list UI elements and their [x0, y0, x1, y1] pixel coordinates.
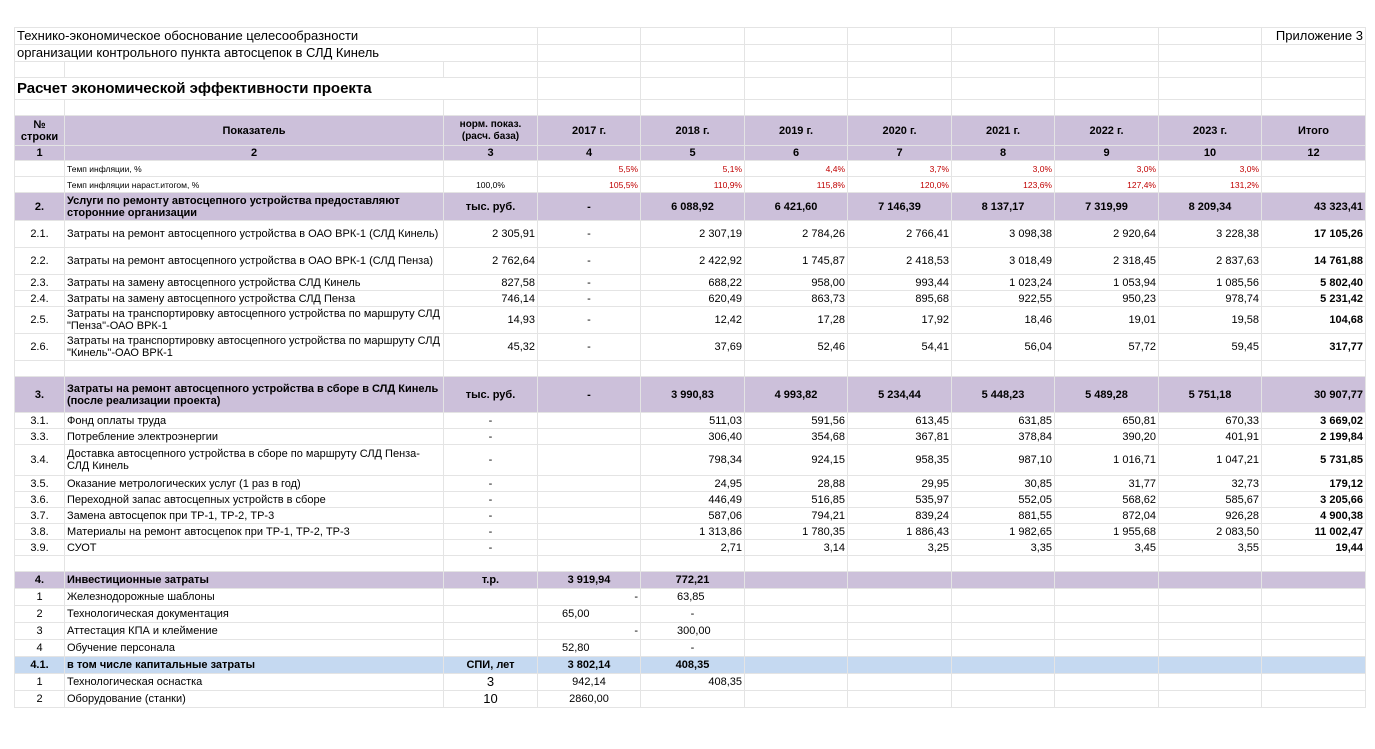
inflation-rate-value[interactable]: 3,0%: [1055, 161, 1159, 177]
row-number[interactable]: 3.6.: [15, 492, 65, 508]
row-value[interactable]: 993,44: [848, 275, 952, 291]
section-value[interactable]: -: [538, 193, 641, 221]
row-value[interactable]: 881,55: [952, 508, 1055, 524]
row-value[interactable]: 31,77: [1055, 476, 1159, 492]
inflation-rate-value[interactable]: 5,1%: [641, 161, 745, 177]
row-label[interactable]: Потребление электроэнергии: [65, 429, 444, 445]
row-value[interactable]: 446,49: [641, 492, 745, 508]
row-label[interactable]: в том числе капитальные затраты: [65, 657, 444, 674]
row-value[interactable]: 29,95: [848, 476, 952, 492]
row-total[interactable]: 19,44: [1262, 540, 1366, 556]
table-row: [15, 691, 1366, 708]
row-value[interactable]: 3,55: [1159, 540, 1262, 556]
row-value[interactable]: 587,06: [641, 508, 745, 524]
table-row: [15, 492, 1366, 508]
row-value[interactable]: 63,85: [641, 589, 745, 606]
row-number[interactable]: 2.1.: [15, 221, 65, 248]
inflation-cumulative-label[interactable]: Темп инфляции нараст.итогом, %: [65, 177, 444, 193]
table-row: [15, 606, 1366, 623]
row-value[interactable]: -: [538, 248, 641, 275]
empty-row: [15, 556, 1366, 572]
row-value[interactable]: 3,35: [952, 540, 1055, 556]
section-label[interactable]: Услуги по ремонту автосцепного устройства предоставляют сторонние организации: [65, 193, 444, 221]
row-value[interactable]: 585,67: [1159, 492, 1262, 508]
inflation-cumulative-value[interactable]: 115,8%: [745, 177, 848, 193]
row-norm[interactable]: -: [444, 429, 538, 445]
row-value[interactable]: 390,20: [1055, 429, 1159, 445]
row-value[interactable]: 12,42: [641, 307, 745, 334]
row-value[interactable]: 3 802,14: [538, 657, 641, 674]
row-value[interactable]: 65,00: [538, 606, 641, 623]
inflation-cumulative-value[interactable]: 120,0%: [848, 177, 952, 193]
row-total[interactable]: 5 231,42: [1262, 291, 1366, 307]
doc-title-line-2[interactable]: организации контрольного пункта автосцепок в СЛД Кинель: [15, 45, 538, 62]
row-value[interactable]: -: [538, 291, 641, 307]
row-total[interactable]: 11 002,47: [1262, 524, 1366, 540]
row-total[interactable]: 317,77: [1262, 334, 1366, 361]
row-value[interactable]: 1 745,87: [745, 248, 848, 275]
row-norm[interactable]: -: [444, 508, 538, 524]
row-number[interactable]: 2: [15, 606, 65, 623]
table-row: [15, 275, 1366, 291]
row-number[interactable]: 1: [15, 674, 65, 691]
row-value[interactable]: -: [538, 334, 641, 361]
row-value[interactable]: 306,40: [641, 429, 745, 445]
row-value[interactable]: 367,81: [848, 429, 952, 445]
row-norm[interactable]: 2 305,91: [444, 221, 538, 248]
row-value[interactable]: 863,73: [745, 291, 848, 307]
row-label[interactable]: Оказание метрологических услуг (1 раз в год): [65, 476, 444, 492]
inflation-cumulative-value[interactable]: 131,2%: [1159, 177, 1262, 193]
row-value[interactable]: 568,62: [1055, 492, 1159, 508]
section-total[interactable]: 43 323,41: [1262, 193, 1366, 221]
row-number[interactable]: 3.1.: [15, 413, 65, 429]
row-norm[interactable]: 10: [444, 691, 538, 708]
column-number[interactable]: 12: [1262, 146, 1366, 161]
row-label[interactable]: Технологическая документация: [65, 606, 444, 623]
row-value[interactable]: 3,14: [745, 540, 848, 556]
inflation-cumulative-value[interactable]: 123,6%: [952, 177, 1055, 193]
row-label[interactable]: Обучение персонала: [65, 640, 444, 657]
table-row: [15, 413, 1366, 429]
column-number[interactable]: 10: [1159, 146, 1262, 161]
inflation-cumulative-row: [15, 177, 1366, 193]
row-value[interactable]: 18,46: [952, 307, 1055, 334]
inflation-cumulative-value[interactable]: 105,5%: [538, 177, 641, 193]
row-value[interactable]: 895,68: [848, 291, 952, 307]
section-value[interactable]: 5 751,18: [1159, 377, 1262, 413]
section-row-2: [15, 193, 1366, 221]
row-value[interactable]: 839,24: [848, 508, 952, 524]
row-label[interactable]: Затраты на транспортировку автосцепного устройства по маршруту СЛД "Пенза"-ОАО ВРК-1: [65, 307, 444, 334]
empty-row: [15, 361, 1366, 377]
section-value[interactable]: 7 146,39: [848, 193, 952, 221]
section-value[interactable]: 772,21: [641, 572, 745, 589]
inflation-cumulative-base[interactable]: 100,0%: [444, 177, 538, 193]
row-value[interactable]: 926,28: [1159, 508, 1262, 524]
row-value[interactable]: 631,85: [952, 413, 1055, 429]
row-value[interactable]: 17,28: [745, 307, 848, 334]
row-value[interactable]: 798,34: [641, 445, 745, 476]
row-label[interactable]: Переходной запас автосцепных устройств в сборе: [65, 492, 444, 508]
inflation-cumulative-value[interactable]: 127,4%: [1055, 177, 1159, 193]
row-number[interactable]: 3.3.: [15, 429, 65, 445]
title-row: [15, 78, 1366, 100]
row-label[interactable]: Затраты на ремонт автосцепного устройства в ОАО ВРК-1 (СЛД Кинель): [65, 221, 444, 248]
inflation-rate-value[interactable]: 3,0%: [1159, 161, 1262, 177]
row-value[interactable]: 958,00: [745, 275, 848, 291]
row-number[interactable]: 3.7.: [15, 508, 65, 524]
section-value[interactable]: 3 990,83: [641, 377, 745, 413]
row-total[interactable]: 5 802,40: [1262, 275, 1366, 291]
row-value[interactable]: 670,33: [1159, 413, 1262, 429]
row-value[interactable]: 1 016,71: [1055, 445, 1159, 476]
section-value[interactable]: 8 209,34: [1159, 193, 1262, 221]
row-total[interactable]: 5 731,85: [1262, 445, 1366, 476]
header-year[interactable]: 2021 г.: [952, 116, 1055, 146]
row-number[interactable]: 2.2.: [15, 248, 65, 275]
row-value[interactable]: 1 955,68: [1055, 524, 1159, 540]
table-row: [15, 429, 1366, 445]
row-value[interactable]: 32,73: [1159, 476, 1262, 492]
page-title[interactable]: Расчет экономической эффективности проекта: [15, 78, 538, 100]
row-value[interactable]: 28,88: [745, 476, 848, 492]
header-line-1: [15, 28, 1366, 45]
row-norm[interactable]: 746,14: [444, 291, 538, 307]
column-header-row: [15, 116, 1366, 146]
table-row: [15, 445, 1366, 476]
section-row-4: [15, 572, 1366, 589]
header-year[interactable]: 2023 г.: [1159, 116, 1262, 146]
row-value[interactable]: 52,46: [745, 334, 848, 361]
row-value[interactable]: 54,41: [848, 334, 952, 361]
row-label[interactable]: Замена автосцепок при ТР-1, ТР-2, ТР-3: [65, 508, 444, 524]
header-year[interactable]: 2019 г.: [745, 116, 848, 146]
header-row-number[interactable]: № строки: [15, 116, 65, 146]
row-value[interactable]: 401,91: [1159, 429, 1262, 445]
row-value[interactable]: 408,35: [641, 674, 745, 691]
row-value[interactable]: 2 422,92: [641, 248, 745, 275]
row-total[interactable]: 17 105,26: [1262, 221, 1366, 248]
header-line-2: [15, 45, 1366, 62]
inflation-rate-value[interactable]: 3,7%: [848, 161, 952, 177]
column-number[interactable]: 5: [641, 146, 745, 161]
section-number[interactable]: 3.: [15, 377, 65, 413]
table-row: [15, 307, 1366, 334]
row-total[interactable]: 3 205,66: [1262, 492, 1366, 508]
table-row: [15, 674, 1366, 691]
row-number[interactable]: 2.5.: [15, 307, 65, 334]
row-value[interactable]: 1 780,35: [745, 524, 848, 540]
table-row: [15, 508, 1366, 524]
section-value[interactable]: 6 088,92: [641, 193, 745, 221]
inflation-rate-value[interactable]: 5,5%: [538, 161, 641, 177]
row-value[interactable]: -: [538, 275, 641, 291]
row-value[interactable]: -: [538, 221, 641, 248]
row-label[interactable]: СУОТ: [65, 540, 444, 556]
column-number[interactable]: 7: [848, 146, 952, 161]
section-unit[interactable]: тыс. руб.: [444, 377, 538, 413]
row-value[interactable]: 59,45: [1159, 334, 1262, 361]
section-value[interactable]: 4 993,82: [745, 377, 848, 413]
row-label[interactable]: Материалы на ремонт автосцепок при ТР-1, ТР-2, ТР-3: [65, 524, 444, 540]
section-value[interactable]: -: [538, 377, 641, 413]
column-number[interactable]: 4: [538, 146, 641, 161]
section-label[interactable]: Инвестиционные затраты: [65, 572, 444, 589]
capital-costs-row: [15, 657, 1366, 674]
table-row: [15, 640, 1366, 657]
doc-title-line-1[interactable]: Технико-экономическое обоснование целесообразности: [15, 28, 538, 45]
row-value[interactable]: 552,05: [952, 492, 1055, 508]
row-label[interactable]: Доставка автосцепного устройства в сборе по маршруту СЛД Пенза-СЛД Кинель: [65, 445, 444, 476]
table-row: [15, 524, 1366, 540]
row-number[interactable]: 2.4.: [15, 291, 65, 307]
row-value[interactable]: 2 083,50: [1159, 524, 1262, 540]
row-total[interactable]: 179,12: [1262, 476, 1366, 492]
section-number[interactable]: 2.: [15, 193, 65, 221]
section-value[interactable]: 6 421,60: [745, 193, 848, 221]
header-year[interactable]: 2020 г.: [848, 116, 952, 146]
row-total[interactable]: 14 761,88: [1262, 248, 1366, 275]
row-value[interactable]: 2 784,26: [745, 221, 848, 248]
row-value[interactable]: 3 098,38: [952, 221, 1055, 248]
inflation-rate-row: [15, 161, 1366, 177]
row-value[interactable]: 19,58: [1159, 307, 1262, 334]
row-norm[interactable]: 827,58: [444, 275, 538, 291]
row-value[interactable]: 57,72: [1055, 334, 1159, 361]
table-row: [15, 221, 1366, 248]
row-number[interactable]: 2: [15, 691, 65, 708]
row-number[interactable]: 4.1.: [15, 657, 65, 674]
row-value[interactable]: 56,04: [952, 334, 1055, 361]
row-number[interactable]: 3.5.: [15, 476, 65, 492]
inflation-rate-label[interactable]: Темп инфляции, %: [65, 161, 444, 177]
row-norm[interactable]: 45,32: [444, 334, 538, 361]
row-value[interactable]: 1 982,65: [952, 524, 1055, 540]
inflation-rate-value[interactable]: 3,0%: [952, 161, 1055, 177]
row-value[interactable]: 620,49: [641, 291, 745, 307]
row-value[interactable]: 2,71: [641, 540, 745, 556]
row-value[interactable]: 378,84: [952, 429, 1055, 445]
row-value[interactable]: 1 047,21: [1159, 445, 1262, 476]
row-number[interactable]: 3.9.: [15, 540, 65, 556]
section-unit[interactable]: т.р.: [444, 572, 538, 589]
header-norm[interactable]: норм. показ. (расч. база): [444, 116, 538, 146]
column-number[interactable]: 6: [745, 146, 848, 161]
row-value[interactable]: 37,69: [641, 334, 745, 361]
row-value[interactable]: 300,00: [641, 623, 745, 640]
section-value[interactable]: 5 489,28: [1055, 377, 1159, 413]
row-value[interactable]: 1 023,24: [952, 275, 1055, 291]
table-row: [15, 291, 1366, 307]
row-value[interactable]: 17,92: [848, 307, 952, 334]
row-value[interactable]: 1 053,94: [1055, 275, 1159, 291]
row-value[interactable]: 1 886,43: [848, 524, 952, 540]
row-value[interactable]: 591,56: [745, 413, 848, 429]
row-label[interactable]: Железнодорожные шаблоны: [65, 589, 444, 606]
row-number[interactable]: 1: [15, 589, 65, 606]
row-value[interactable]: 1 085,56: [1159, 275, 1262, 291]
section-row-3: [15, 377, 1366, 413]
row-value[interactable]: 2 307,19: [641, 221, 745, 248]
row-number[interactable]: 2.6.: [15, 334, 65, 361]
row-total[interactable]: 2 199,84: [1262, 429, 1366, 445]
row-number[interactable]: 3.4.: [15, 445, 65, 476]
row-value[interactable]: 354,68: [745, 429, 848, 445]
header-year[interactable]: 2022 г.: [1055, 116, 1159, 146]
section-value[interactable]: 7 319,99: [1055, 193, 1159, 221]
row-norm[interactable]: 3: [444, 674, 538, 691]
row-value[interactable]: 987,10: [952, 445, 1055, 476]
column-number[interactable]: 3: [444, 146, 538, 161]
row-value[interactable]: 3,25: [848, 540, 952, 556]
column-number[interactable]: 1: [15, 146, 65, 161]
row-label[interactable]: Затраты на замену автосцепного устройства СЛД Кинель: [65, 275, 444, 291]
empty-row: [15, 100, 1366, 116]
inflation-rate-value[interactable]: 4,4%: [745, 161, 848, 177]
row-value[interactable]: 924,15: [745, 445, 848, 476]
row-label[interactable]: Оборудование (станки): [65, 691, 444, 708]
row-label[interactable]: Аттестация КПА и клеймение: [65, 623, 444, 640]
row-value[interactable]: 2 418,53: [848, 248, 952, 275]
section-label[interactable]: Затраты на ремонт автосцепного устройства в сборе в СЛД Кинель (после реализации проекта): [65, 377, 444, 413]
row-label[interactable]: Затраты на ремонт автосцепного устройства в ОАО ВРК-1 (СЛД Пенза): [65, 248, 444, 275]
row-label[interactable]: Затраты на замену автосцепного устройства СЛД Пенза: [65, 291, 444, 307]
row-unit[interactable]: СПИ, лет: [444, 657, 538, 674]
row-norm[interactable]: -: [444, 476, 538, 492]
table-row: [15, 623, 1366, 640]
column-number[interactable]: 8: [952, 146, 1055, 161]
row-value[interactable]: -: [538, 307, 641, 334]
row-value[interactable]: -: [538, 623, 641, 640]
row-label[interactable]: Затраты на транспортировку автосцепного устройства по маршруту СЛД "Кинель"-ОАО ВРК-1: [65, 334, 444, 361]
row-value[interactable]: 794,21: [745, 508, 848, 524]
row-value[interactable]: 688,22: [641, 275, 745, 291]
row-value[interactable]: -: [641, 606, 745, 623]
row-value[interactable]: 408,35: [641, 657, 745, 674]
row-value[interactable]: 2860,00: [538, 691, 641, 708]
row-value[interactable]: 613,45: [848, 413, 952, 429]
row-value[interactable]: -: [538, 589, 641, 606]
row-value[interactable]: 1 313,86: [641, 524, 745, 540]
row-norm[interactable]: -: [444, 413, 538, 429]
section-total[interactable]: 30 907,77: [1262, 377, 1366, 413]
header-indicator[interactable]: Показатель: [65, 116, 444, 146]
column-numbering-row: [15, 146, 1366, 161]
row-value[interactable]: 950,23: [1055, 291, 1159, 307]
header-total[interactable]: Итого: [1262, 116, 1366, 146]
row-value[interactable]: 872,04: [1055, 508, 1159, 524]
section-number[interactable]: 4.: [15, 572, 65, 589]
row-number[interactable]: 3.8.: [15, 524, 65, 540]
section-value[interactable]: 3 919,94: [538, 572, 641, 589]
empty-row: [15, 62, 1366, 78]
row-value[interactable]: 511,03: [641, 413, 745, 429]
row-total[interactable]: 3 669,02: [1262, 413, 1366, 429]
row-value[interactable]: 535,97: [848, 492, 952, 508]
row-norm[interactable]: -: [444, 524, 538, 540]
table-row: [15, 476, 1366, 492]
row-value[interactable]: 3,45: [1055, 540, 1159, 556]
section-unit[interactable]: тыс. руб.: [444, 193, 538, 221]
row-value[interactable]: 3 018,49: [952, 248, 1055, 275]
section-value[interactable]: 5 234,44: [848, 377, 952, 413]
row-value[interactable]: 978,74: [1159, 291, 1262, 307]
row-value[interactable]: 2 318,45: [1055, 248, 1159, 275]
header-year[interactable]: 2018 г.: [641, 116, 745, 146]
row-label[interactable]: Технологическая оснастка: [65, 674, 444, 691]
column-number[interactable]: 2: [65, 146, 444, 161]
row-value[interactable]: 2 920,64: [1055, 221, 1159, 248]
row-value[interactable]: 19,01: [1055, 307, 1159, 334]
row-value[interactable]: 650,81: [1055, 413, 1159, 429]
row-value[interactable]: 24,95: [641, 476, 745, 492]
row-value[interactable]: 922,55: [952, 291, 1055, 307]
column-number[interactable]: 9: [1055, 146, 1159, 161]
table-row: [15, 540, 1366, 556]
row-number[interactable]: 2.3.: [15, 275, 65, 291]
table-row: [15, 334, 1366, 361]
inflation-cumulative-value[interactable]: 110,9%: [641, 177, 745, 193]
section-value[interactable]: 8 137,17: [952, 193, 1055, 221]
row-value[interactable]: 2 766,41: [848, 221, 952, 248]
row-value[interactable]: 958,35: [848, 445, 952, 476]
spreadsheet-table: [14, 27, 1366, 708]
appendix-label[interactable]: Приложение 3: [1262, 28, 1366, 45]
row-value[interactable]: -: [641, 640, 745, 657]
table-row: [15, 248, 1366, 275]
row-number[interactable]: 3: [15, 623, 65, 640]
row-total[interactable]: 4 900,38: [1262, 508, 1366, 524]
row-value[interactable]: 30,85: [952, 476, 1055, 492]
row-norm[interactable]: -: [444, 445, 538, 476]
row-norm[interactable]: -: [444, 540, 538, 556]
row-value[interactable]: 516,85: [745, 492, 848, 508]
row-norm[interactable]: 2 762,64: [444, 248, 538, 275]
table-row: [15, 589, 1366, 606]
row-value[interactable]: 2 837,63: [1159, 248, 1262, 275]
row-value[interactable]: 3 228,38: [1159, 221, 1262, 248]
header-year[interactable]: 2017 г.: [538, 116, 641, 146]
section-value[interactable]: 5 448,23: [952, 377, 1055, 413]
row-number[interactable]: 4: [15, 640, 65, 657]
row-norm[interactable]: 14,93: [444, 307, 538, 334]
row-value[interactable]: 52,80: [538, 640, 641, 657]
row-total[interactable]: 104,68: [1262, 307, 1366, 334]
row-label[interactable]: Фонд оплаты труда: [65, 413, 444, 429]
row-norm[interactable]: -: [444, 492, 538, 508]
row-value[interactable]: 942,14: [538, 674, 641, 691]
